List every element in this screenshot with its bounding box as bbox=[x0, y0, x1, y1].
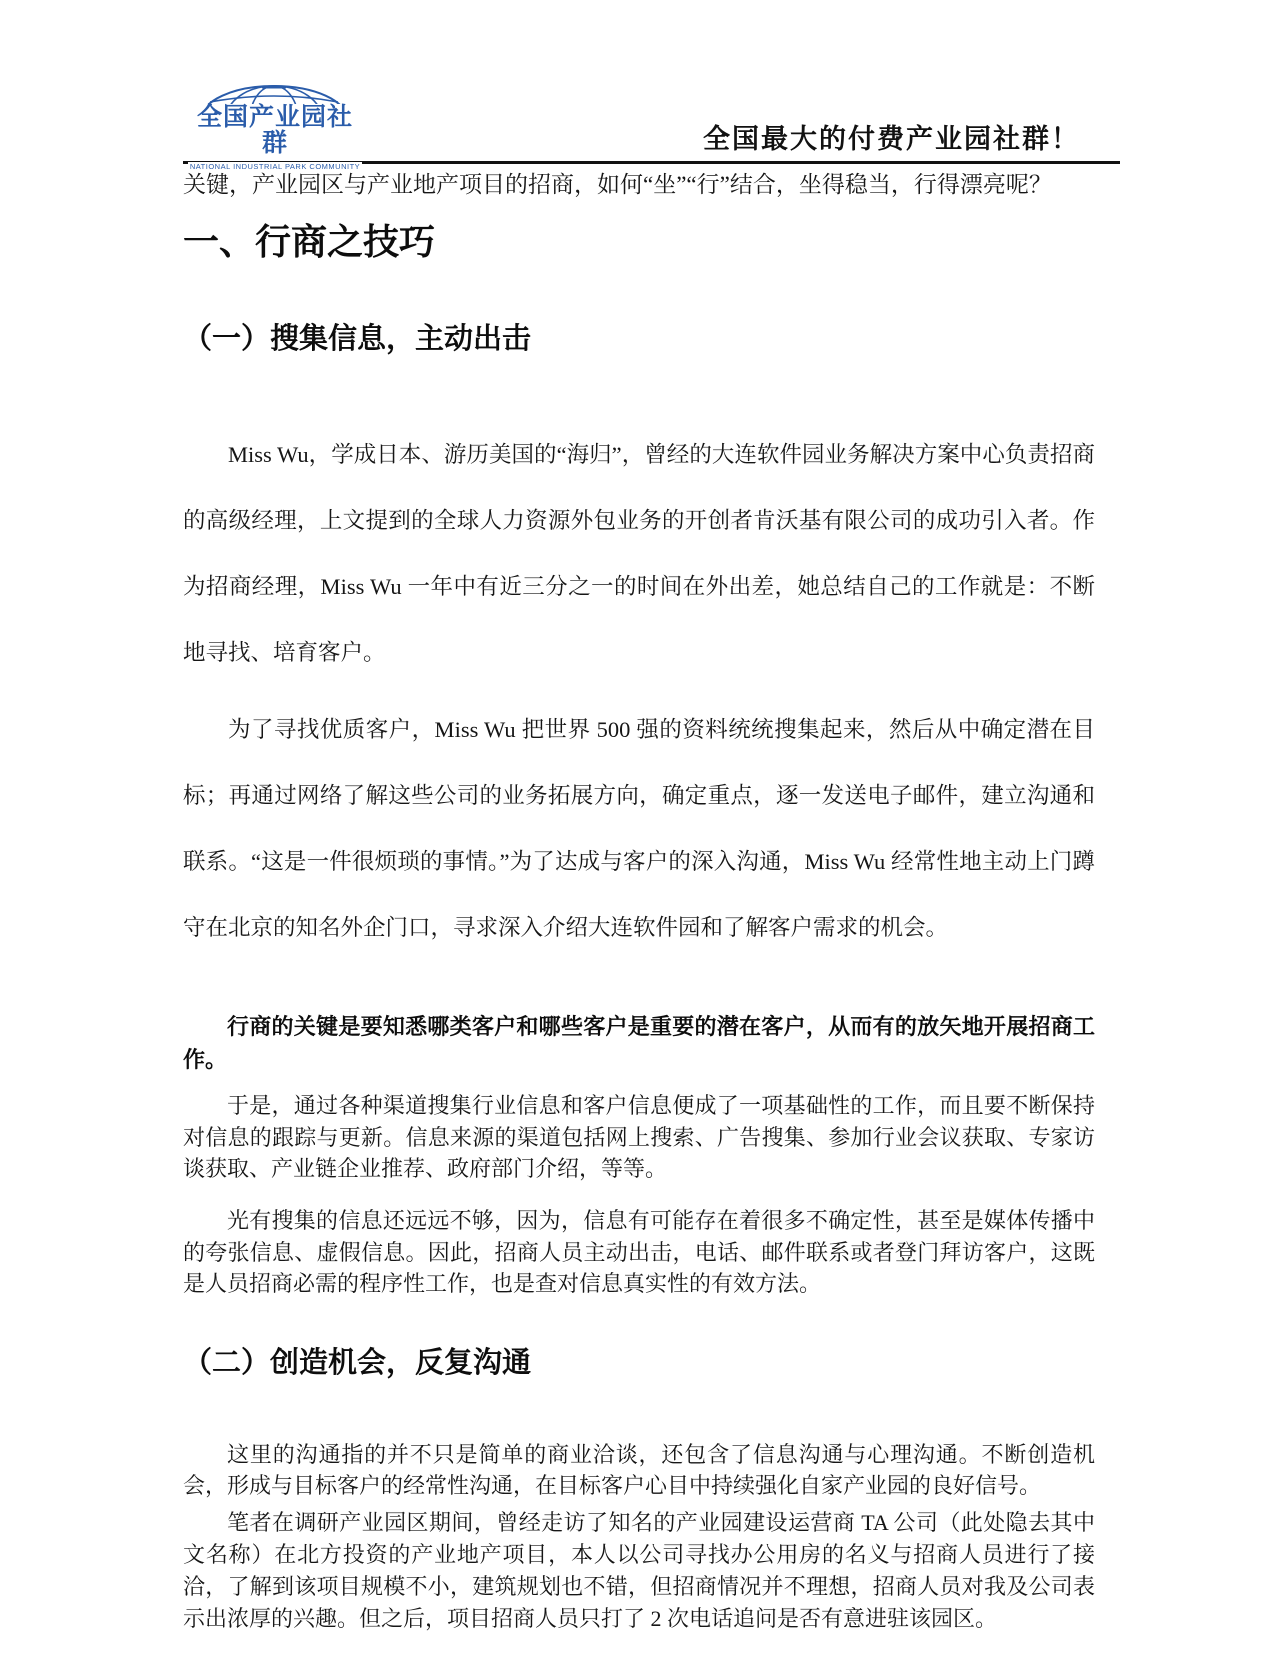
section-heading-1: 一、行商之技巧 bbox=[183, 221, 436, 262]
paragraph-case-study: 笔者在调研产业园区期间，曾经走访了知名的产业园建设运营商 TA 公司（此处隐去其中文名称）在北方投资的产业地产项目，本人以公司寻找办公用房的名义与招商人员进行了接洽，了解到该项目规模不小，建筑规划也不错，但招商情况并不理想，招商人员对我及公司表示出浓厚的兴趣。但之后，项目招商人员只打了 2 次电话追问是否有意进驻该园区。 bbox=[183, 1510, 1095, 1631]
intro-line: 关键，产业园区与产业地产项目的招商，如何“坐”“行”结合，坐得稳当，行得漂亮呢？ bbox=[183, 172, 1052, 197]
header-tagline: 全国最大的付费产业园社群！ bbox=[703, 124, 1080, 154]
paragraph-info-channels: 于是，通过各种渠道搜集行业信息和客户信息便成了一项基础性的工作，而且要不断保持对信息的跟踪与更新。信息来源的渠道包括网上搜索、广告搜集、参加行业会议获取、专家访谈获取、产业链企业推荐、政府部门介绍，等等。 bbox=[183, 1093, 1095, 1181]
paragraph-miss-wu-1: Miss Wu，学成日本、游历美国的“海归”，曾经的大连软件园业务解决方案中心负责招商的高级经理，上文提到的全球人力资源外包业务的开创者肯沃基有限公司的成功引入者。作为招商经理，Miss Wu 一年中有近三分之一的时间在外出差，她总结自己的工作就是：不断地寻找、培育客户。 bbox=[183, 442, 1095, 665]
logo bbox=[186, 82, 364, 171]
subsection-heading-1: （一）搜集信息，主动出击 bbox=[183, 323, 532, 355]
paragraph-miss-wu-2: 为了寻找优质客户，Miss Wu 把世界 500 强的资料统统搜集起来，然后从中确定潜在目标；再通过网络了解这些公司的业务拓展方向，确定重点，逐一发送电子邮件，建立沟通和联系。“这是一件很烦琐的事情。”为了达成与客户的深入沟通，Miss Wu 经常性地主动上门蹲守在北京的知名外企门口，寻求深入介绍大连软件园和了解客户需求的机会。 bbox=[183, 717, 1095, 940]
key-point-paragraph: 行商的关键是要知悉哪类客户和哪些客户是重要的潜在客户，从而有的放矢地开展招商工作。 bbox=[183, 1014, 1095, 1072]
subsection-heading-2: （二）创造机会，反复沟通 bbox=[183, 1347, 532, 1379]
logo-name-cn: 全国产业园社群 bbox=[186, 104, 364, 156]
paragraph-communication: 这里的沟通指的并不只是简单的商业洽谈，还包含了信息沟通与心理沟通。不断创造机会，形成与目标客户的经常性沟通，在目标客户心目中持续强化自家产业园的良好信号。 bbox=[183, 1442, 1095, 1498]
paragraph-info-verification: 光有搜集的信息还远远不够，因为，信息有可能存在着很多不确定性，甚至是媒体传播中的夸张信息、虚假信息。因此，招商人员主动出击，电话、邮件联系或者登门拜访客户，这既是人员招商必需的程序性工作，也是查对信息真实性的有效方法。 bbox=[183, 1208, 1095, 1296]
logo-name-en: NATIONAL INDUSTRIAL PARK COMMUNITY bbox=[189, 162, 361, 171]
